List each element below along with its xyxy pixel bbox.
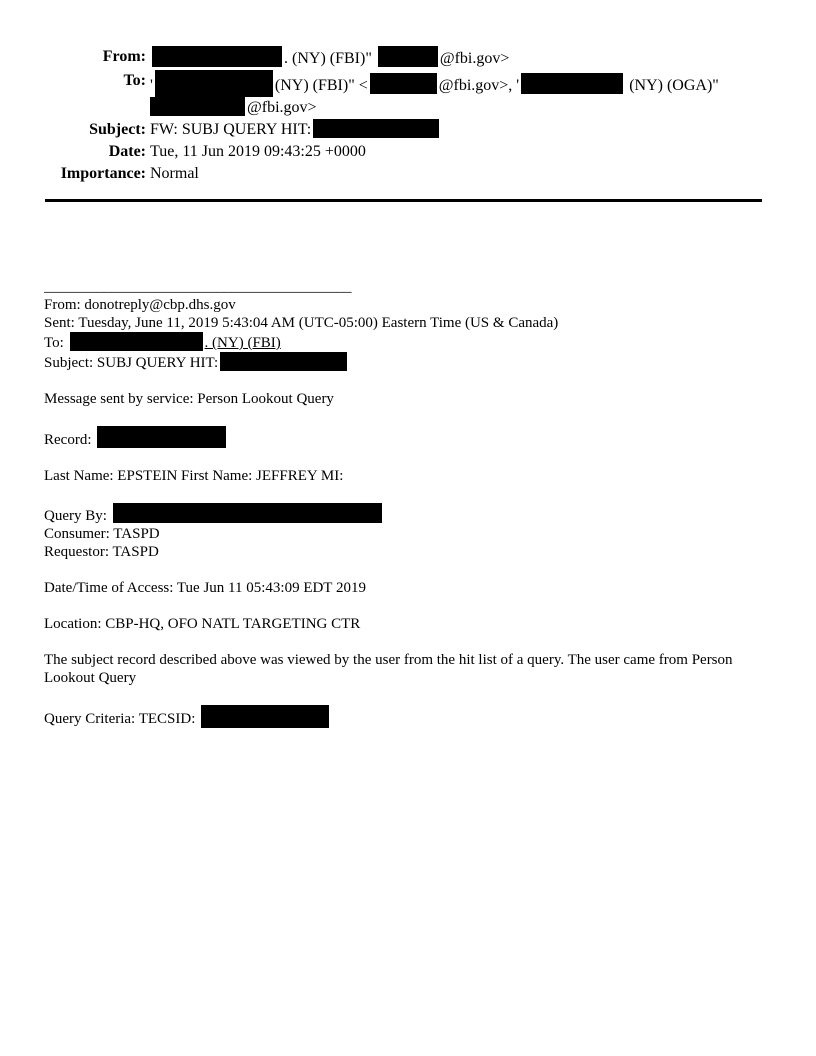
- subject-text: FW: SUBJ QUERY HIT:: [150, 121, 312, 138]
- from-mid-text: . (NY) (FBI)": [284, 50, 372, 67]
- header-row-from: [40, 46, 775, 70]
- blank-line: [44, 372, 784, 390]
- redaction-bar: [313, 119, 439, 138]
- name-line: Last Name: EPSTEIN First Name: JEFFREY MI:: [44, 468, 344, 484]
- note-paragraph: The subject record described above was viewed by the user from the hit list of a query. The user came from Person Lookout Query: [44, 652, 733, 686]
- to-mid1-text: (NY) (FBI)" <: [274, 77, 368, 94]
- body-to-prefix: To:: [44, 335, 64, 351]
- redaction-bar: [220, 352, 347, 371]
- importance-value: Normal: [150, 165, 199, 182]
- blank-line: [44, 597, 784, 615]
- date-value: Tue, 11 Jun 2019 09:43:25 +0000: [150, 143, 366, 160]
- redaction-bar: [152, 46, 282, 67]
- query-by-label: Query By:: [44, 508, 107, 524]
- header-row-to: [40, 70, 775, 119]
- header-row-importance: [40, 163, 775, 185]
- blank-line: [44, 561, 784, 579]
- to-mid2-text: @fbi.gov>, ': [438, 77, 520, 94]
- blank-line: [44, 633, 784, 651]
- criteria-line: [44, 705, 784, 728]
- to-line2-text: @fbi.gov>: [247, 99, 317, 116]
- to-mid3-text: (NY) (OGA)": [625, 77, 719, 94]
- blank-line: [44, 485, 784, 503]
- redaction-bar: [155, 70, 273, 97]
- consumer-line: Consumer: TASPD: [44, 526, 160, 542]
- date-label: Date:: [108, 143, 146, 160]
- subject-value: [150, 119, 775, 141]
- from-label: From:: [102, 48, 146, 65]
- body-to-suffix: . (NY) (FBI): [204, 335, 281, 351]
- service-line: Message sent by service: Person Lookout Query: [44, 391, 334, 407]
- to-value: [150, 70, 775, 119]
- redaction-bar: [70, 332, 203, 351]
- requestor-line: Requestor: TASPD: [44, 544, 159, 560]
- from-email-text: @fbi.gov>: [439, 50, 510, 67]
- email-body: [44, 278, 784, 728]
- importance-label: Importance:: [60, 165, 146, 182]
- redaction-bar: [150, 97, 245, 116]
- from-value: [150, 46, 775, 70]
- blank-line: [44, 408, 784, 426]
- body-to-line: [44, 332, 784, 352]
- body-from-line: From: donotreply@cbp.dhs.gov: [44, 297, 236, 313]
- to-quote-text: ': [150, 77, 153, 94]
- email-header: [40, 46, 775, 185]
- header-row-subject: [40, 119, 775, 141]
- record-line: [44, 426, 784, 449]
- body-subject-line: [44, 352, 784, 372]
- to-label: To:: [123, 72, 146, 89]
- redaction-bar: [113, 503, 382, 523]
- header-divider: [45, 199, 762, 202]
- blank-line: [44, 449, 784, 467]
- header-row-date: [40, 141, 775, 163]
- access-line: Date/Time of Access: Tue Jun 11 05:43:09 EDT 2019: [44, 580, 366, 596]
- redaction-bar: [201, 705, 329, 728]
- record-label: Record:: [44, 432, 92, 448]
- location-line: Location: CBP-HQ, OFO NATL TARGETING CTR: [44, 616, 361, 632]
- redaction-bar: [521, 73, 623, 94]
- query-by-line: [44, 503, 784, 525]
- body-subject-prefix: Subject: SUBJ QUERY HIT:: [44, 355, 219, 371]
- redaction-bar: [97, 426, 226, 448]
- criteria-prefix: Query Criteria: TECSID:: [44, 711, 196, 727]
- subject-label: Subject:: [89, 121, 146, 138]
- separator-line: _________________________________________: [44, 279, 352, 295]
- redaction-bar: [378, 46, 438, 67]
- body-sent-line: Sent: Tuesday, June 11, 2019 5:43:04 AM (UTC-05:00) Eastern Time (US & Canada): [44, 315, 559, 331]
- redaction-bar: [370, 73, 437, 94]
- blank-line: [44, 687, 784, 705]
